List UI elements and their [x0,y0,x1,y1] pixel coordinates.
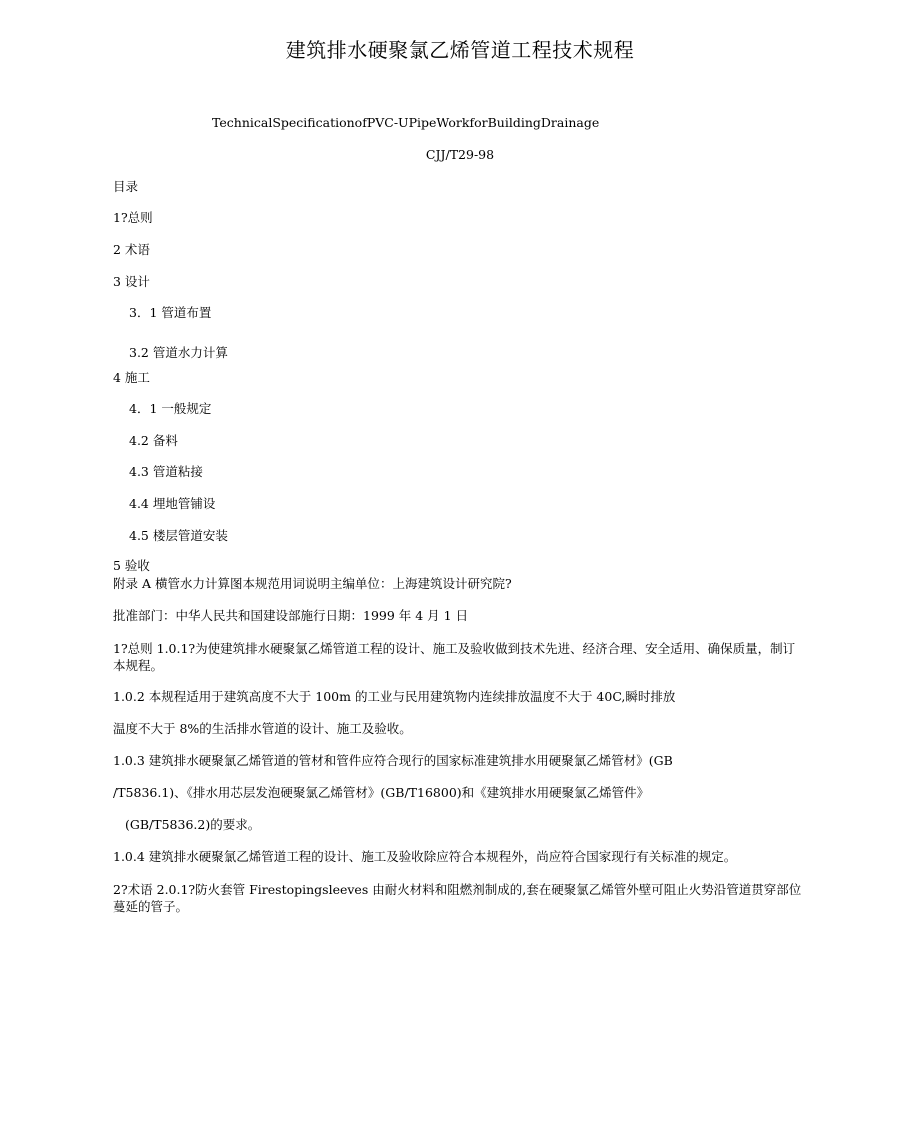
paragraph: 2?术语 2.0.1?防火套管 Firestopingsleeves 由耐火材料和阻燃剂制成的,套在硬聚氯乙烯管外壁可阻止火势沿管道贯穿部位蔓延的管子。 [113,882,802,914]
paragraph: 1.0.4 建筑排水硬聚氯乙烯管道工程的设计、施工及验收除应符合本规程外，尚应符合国家现行有关标准的规定。 [113,849,737,864]
toc-subitem: 3．1 管道布置 [129,305,212,320]
paragraph: /T5836.1)、《排水用芯层发泡硬聚氯乙烯管材》(GB/T16800)和《建筑排水用硬聚氯乙烯管件》 [113,785,650,800]
toc-subitem: 4.5 楼层管道安装 [129,528,228,543]
toc-subitem: 4.4 埋地管铺设 [129,496,216,511]
paragraph: 温度不大于 8%的生活排水管道的设计、施工及验收。 [113,721,412,736]
toc-item: 5 验收 [113,558,150,573]
toc-item: 2 术语 [113,242,150,257]
toc-heading: 目录 [113,179,139,194]
appendix-line: 附录 A 横管水力计算图本规范用词说明主编单位：上海建筑设计研究院? [113,576,512,591]
toc-subitem: 3.2 管道水力计算 [129,345,228,360]
approval-line: 批准部门：中华人民共和国建设部施行日期：1999 年 4 月 1 日 [113,608,469,623]
toc-subitem: 4.3 管道粘接 [129,464,203,479]
paragraph: (GB/T5836.2)的要求。 [125,817,261,832]
document-title: 建筑排水硬聚氯乙烯管道工程技术规程 [285,38,635,62]
paragraph: 1.0.2 本规程适用于建筑高度不大于 100m 的工业与民用建筑物内连续排放温度不大于 40C,瞬时排放 [113,689,676,704]
toc-subitem: 4.2 备料 [129,433,178,448]
toc-item: 4 施工 [113,370,150,385]
english-title: TechnicalSpecificationofPVC-UPipeWorkforBuildingDrainage [212,115,600,130]
toc-subitem: 4．1 一般规定 [129,401,212,416]
standard-code: CJJ/T29-98 [425,147,495,162]
toc-item: 1?总则 [113,210,153,225]
paragraph: 1?总则 1.0.1?为使建筑排水硬聚氯乙烯管道工程的设计、施工及验收做到技术先进、经济合理、安全适用、确保质量，制订本规程。 [113,641,796,673]
paragraph: 1.0.3 建筑排水硬聚氯乙烯管道的管材和管件应符合现行的国家标准建筑排水用硬聚氯乙烯管材》(GB [113,753,673,768]
toc-item: 3 设计 [113,274,150,289]
